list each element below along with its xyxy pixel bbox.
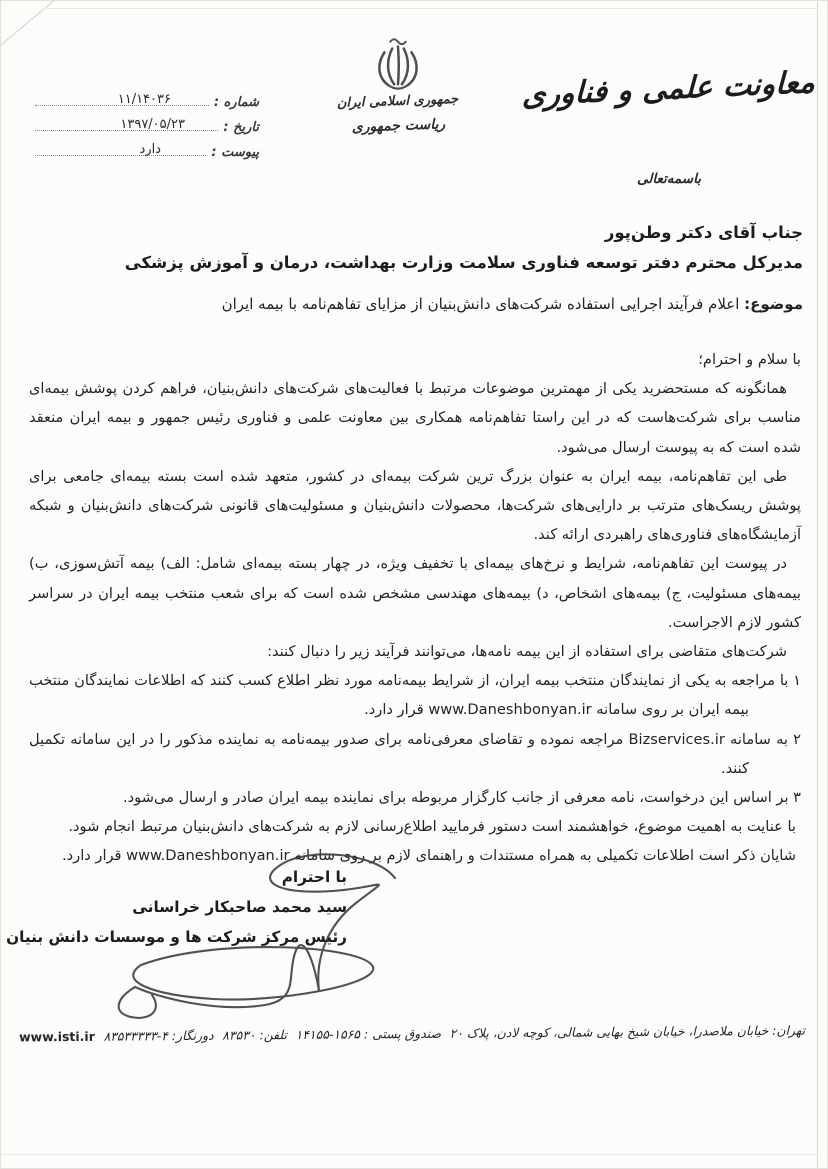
signature-regards: با احترام xyxy=(281,868,347,886)
subject-text: اعلام فرآیند اجرایی استفاده شرکت‌های دانش‌بنیان از مزایای تفاهم‌نامه با بیمه ایران xyxy=(221,295,745,313)
org-wordmark: معاونت علمی و فناوری xyxy=(521,65,816,113)
scan-edge-bottom xyxy=(1,1154,818,1155)
footer-address: تهران: خیابان ملاصدرا، خیابان شیخ بهایی شمالی، کوچه لادن، پلاک ۲۰ xyxy=(449,1022,806,1041)
scan-edge-right xyxy=(817,1,818,1168)
list-item-3-number: ۳ xyxy=(793,789,801,807)
closing-paragraph-1: با عنایت به اهمیت موضوع، خواهشمند است دستور فرمایید اطلاع‌رسانی لازم به شرکت‌های دانش‌بنیان مرتبط انجام شود. xyxy=(68,818,796,836)
letter-meta-fields xyxy=(27,85,259,160)
letter-number-row xyxy=(27,85,259,110)
letter-attachment-row xyxy=(27,135,259,160)
signatory-title: رئیس مرکز شرکت ها و موسسات دانش بنیان xyxy=(6,928,347,946)
recipient-title: مدیرکل محترم دفتر توسعه فناوری سلامت وزارت بهداشت، درمان و آموزش پزشکی xyxy=(124,253,803,272)
footer-fax-value: ۴-۸۳۵۳۳۳۳۳ xyxy=(103,1028,168,1044)
list-item-3 xyxy=(29,783,801,812)
footer-website: www.isti.ir xyxy=(18,1028,95,1045)
letter-attachment-label: پیوست : xyxy=(211,145,259,160)
paragraph-1: همانگونه که مستحضرید یکی از مهمترین موضوعات مرتبط با فعالیت‌های شرکت‌های دانش‌بنیان، فراهم کردن پوشش بیمه‌ای مناسب برای شرکت‌هاست که در این راستا تفاهم‌نامه همکاری بین معاونت علمی و فناوری رئیس جمهور و بیمه ایران منعقد شده است که به پیوست ارسال می‌شود. xyxy=(29,380,801,456)
emblem-caption-line2: ریاست جمهوری xyxy=(351,116,446,136)
letter-number-value: ۱۱/۱۴۰۳۶ xyxy=(117,92,171,107)
letter-number-label: شماره : xyxy=(213,95,259,110)
scan-edge-top xyxy=(47,8,817,9)
list-item-1-number: ۱ xyxy=(793,672,801,690)
footer-pobox xyxy=(296,1026,441,1042)
iran-emblem-icon xyxy=(369,34,427,92)
recipient-name: جناب آقای دکتر وطن‌پور xyxy=(604,223,803,242)
footer-phone-value: ۸۳۵۳۰ xyxy=(222,1027,256,1043)
signature-block xyxy=(6,862,347,952)
dotted-leader xyxy=(35,155,206,156)
footer-phone-label: تلفن: xyxy=(259,1027,288,1043)
letter-body xyxy=(29,345,801,871)
salutation: با سلام و احترام؛ xyxy=(698,351,801,368)
footer-fax xyxy=(103,1028,213,1044)
paragraph-3: در پیوست این تفاهم‌نامه، شرایط و نرخ‌های بیمه‌ای با تخفیف ویژه، در چهار بسته بیمه‌ای شامل: الف) بیمه آتش‌سوزی، ب) بیمه‌های مسئولیت، ج) بیمه‌های اشخاص، د) بیمه‌های مهندسی مشخص شده است که برای شعب منتخب بیمه ایران در سراسر کشور لازم الاجراست. xyxy=(29,555,801,631)
letter-date-value: ۱۳۹۷/۰۵/۲۳ xyxy=(120,117,185,132)
emblem-captions xyxy=(318,91,477,136)
subject-label: موضوع: xyxy=(744,295,803,313)
list-item-1 xyxy=(29,666,801,724)
footer-pobox-label: صندوق پستی : xyxy=(363,1025,442,1042)
letter-date-label: تاریخ : xyxy=(223,120,259,135)
footer-pobox-value: ۱۵۶۵-۱۴۱۵۵ xyxy=(295,1026,361,1043)
signatory-name: سید محمد صاحبکار خراسانی xyxy=(132,898,347,916)
footer-phone xyxy=(222,1027,287,1043)
list-item-1-text: با مراجعه به یکی از نمایندگان منتخب بیمه ایران، از شرایط بیمه‌نامه مورد نظر اطلاع کسب کنند که اطلاعات نمایندگان منتخب بیمه ایران بر روی سامانه www.Daneshbonyan.ir قرار دارد. xyxy=(29,672,789,719)
letter-date-row xyxy=(27,110,259,135)
recipient-block xyxy=(29,218,803,317)
subject-line xyxy=(29,291,803,317)
list-item-2 xyxy=(29,725,801,783)
paragraph-4: شرکت‌های متقاضی برای استفاده از این بیمه نامه‌ها، می‌توانند فرآیند زیر را دنبال کنند: xyxy=(267,643,787,661)
letter-attachment-value: دارد xyxy=(139,142,161,157)
footer-fax-label: دورنگار: xyxy=(171,1027,214,1044)
besmele: باسمه‌تعالی xyxy=(637,171,701,187)
list-item-3-text: بر اساس این درخواست، نامه معرفی از جانب کارگزار مربوطه برای نماینده بیمه ایران صادر و ارسال می‌شود. xyxy=(123,789,789,807)
list-item-2-number: ۲ xyxy=(793,730,801,748)
paragraph-2: طی این تفاهم‌نامه، بیمه ایران به عنوان بزرگ ترین شرکت بیمه‌ای در کشور، متعهد شده است بسته بیمه‌ای جامعی برای پوشش ریسک‌های مترتب بر دارایی‌های شرکت‌ها، محصولات دانش‌بنیان و مسئولیت‌های قانونی شرکت‌های دانش‌بنیان و شبکه آزمایشگاه‌های فناوری‌های راهبردی ارائه کند. xyxy=(29,467,801,544)
closing-paragraph-2: شایان ذکر است اطلاعات تکمیلی به همراه مستندات و راهنمای لازم بر روی سامانه www.Daneshbonyan.ir قرار دارد. xyxy=(62,847,796,865)
emblem-caption-line1: جمهوری اسلامی ایران xyxy=(336,91,459,112)
list-item-2-text: به سامانه Bizservices.ir مراجعه نموده و تقاضای معرفی‌نامه برای صدور بیمه‌نامه به نماینده مذکور را در این سامانه تکمیل کنند. xyxy=(29,730,788,777)
letterhead-footer xyxy=(19,1023,805,1045)
